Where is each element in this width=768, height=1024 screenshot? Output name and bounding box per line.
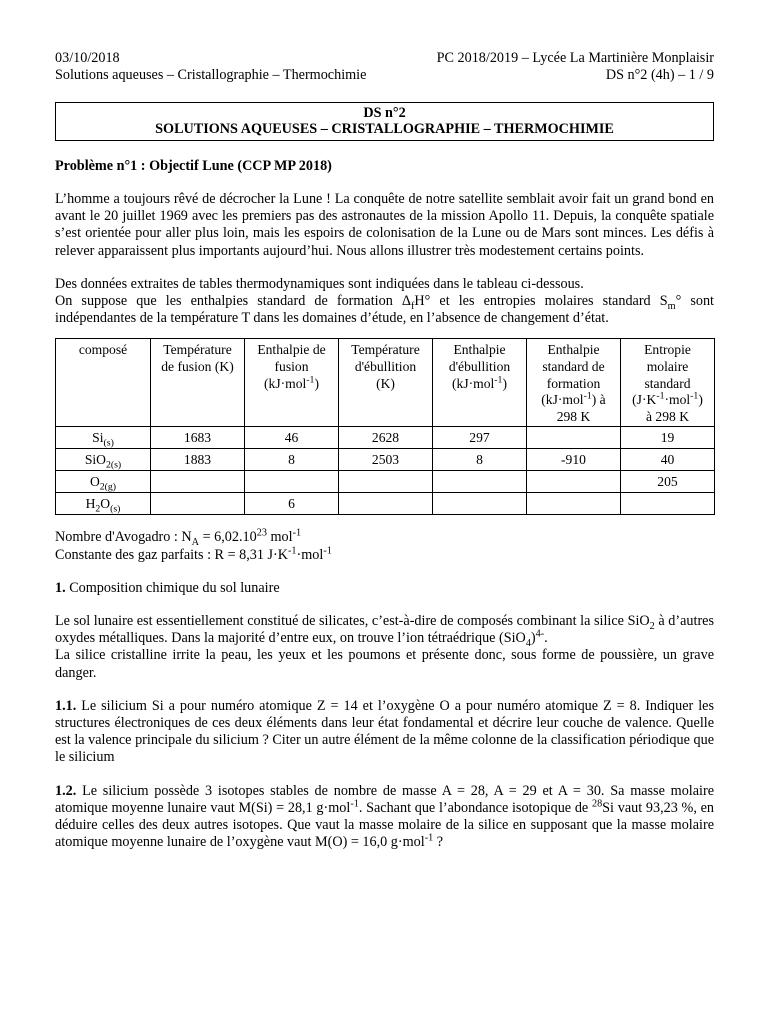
header-class-school: PC 2018/2019 – Lycée La Martinière Monplaisir: [436, 50, 714, 66]
exam-title-box: [55, 102, 714, 141]
cell-boiling-enthalpy: 8: [433, 449, 527, 471]
col-header-formation-enthalpy: Enthalpie standard de formation (kJ·mol$^{-1}$) à 298 K: [527, 339, 621, 427]
table-header-row: [56, 339, 715, 427]
problem-title: Problème n°1 : Objectif Lune (CCP MP 2018): [55, 158, 332, 174]
cell-compound: $O_{2(g)}$: [56, 471, 151, 493]
col-header-compose: composé: [56, 339, 151, 427]
cell-compound: $H_2O_{(s)}$: [56, 493, 151, 515]
header-ds-page: DS n°2 (4h) – 1 / 9: [605, 67, 714, 83]
col-header-boiling-enthalpy: Enthalpie d'ébullition (kJ·mol$^{-1}$): [433, 339, 527, 427]
section1-paragraph1: Le sol lunaire est essentiellement constitué de silicates, c’est-à-dire de composés combinant la silice SiO$_2$ à d’autres oxydes métalliques. Dans la majorité d’entre eux, on trouve l’ion tétraédrique $(SiO_4)^{4-}$.: [55, 613, 714, 650]
data-intro-line1: Des données extraites de tables thermodynamiques sont indiquées dans le tableau ci-dessous.: [55, 275, 584, 292]
cell-formation-enthalpy: [527, 493, 621, 515]
table-row: [56, 427, 715, 449]
cell-boiling-enthalpy: 297: [433, 427, 527, 449]
page-header-row-2: [55, 67, 714, 84]
cell-boiling-temperature: 2628: [339, 427, 433, 449]
header-date: 03/10/2018: [55, 50, 120, 66]
col-header-fusion-temperature: Température de fusion (K): [151, 339, 245, 427]
cell-fusion-enthalpy: 6: [245, 493, 339, 515]
cell-boiling-temperature: 2503: [339, 449, 433, 471]
document-page: [55, 50, 714, 851]
question-1-2: 1.2. Le silicium possède 3 isotopes stables de nombre de masse A = 28, A = 29 et A = 30. Sa masse molaire atomique moyenne lunaire vaut M(Si) = 28,1 g·mol$^{-1}$. Sachant que l’abondance isotopique de $^{28}$Si vaut 93,23 %, en déduire celles des deux autres isotopes. Que vaut la masse molaire de la silice en supposant que la masse molaire atomique moyenne lunaire de l’oxygène vaut M(O) = 16,0 g·mol$^{-1}$ ?: [55, 782, 715, 851]
avogadro-constant: Nombre d'Avogadro : $N_A = 6,02.10^{23}$ mol$^{-1}$: [55, 527, 302, 549]
cell-boiling-temperature: [339, 493, 433, 515]
intro-paragraph: L’homme a toujours rêvé de décrocher la Lune ! La conquête de notre satellite semblait avoir fait un grand bond en avant le 20 juillet 1969 avec les premiers pas des astronautes de la mission Apollo 11. Depuis, la conquête spatiale s’est orientée pour aller plus loin, mais les espoirs de colonisation de la Lune ou de Mars sont minces. Les défis à relever apparaissent plus importants aujourd’hui. Nous allons illustrer très modestement certains points.: [55, 191, 714, 259]
cell-fusion-enthalpy: 8: [245, 449, 339, 471]
cell-boiling-temperature: [339, 471, 433, 493]
cell-boiling-enthalpy: [433, 471, 527, 493]
cell-molar-entropy: 19: [621, 427, 715, 449]
col-header-molar-entropy: Entropie molaire standard $(J\cdot K^{-1}\cdot mol^{-1})$ à 298 K: [621, 339, 715, 427]
cell-fusion-temperature: [151, 471, 245, 493]
cell-fusion-enthalpy: [245, 471, 339, 493]
cell-molar-entropy: 205: [621, 471, 715, 493]
header-subjects: Solutions aqueuses – Cristallographie – Thermochimie: [55, 67, 367, 83]
table-row: [56, 493, 715, 515]
table-row: [56, 449, 715, 471]
exam-title-line2: SOLUTIONS AQUEUSES – CRISTALLOGRAPHIE – THERMOCHIMIE: [155, 121, 614, 137]
col-header-boiling-temperature: Température d'ébullition (K): [339, 339, 433, 427]
cell-compound: $Si_{(s)}$: [56, 427, 151, 449]
cell-fusion-temperature: 1683: [151, 427, 245, 449]
page-header-row-1: [55, 50, 714, 67]
cell-fusion-temperature: 1883: [151, 449, 245, 471]
question-1-1: 1.1. Le silicium Si a pour numéro atomique Z = 14 et l’oxygène O a pour numéro atomique Z = 8. Indiquer les structures électroniques de ces deux éléments dans leur état fondamental et décrire leur couche de valence. Quelle est la valence principale du silicium ? Citer un autre élément de la même colonne de la classification périodique que le silicium: [55, 697, 714, 766]
thermodynamic-data-table: [55, 338, 715, 515]
section1-paragraph2: La silice cristalline irrite la peau, les yeux et les poumons et présente donc, sous forme de poussière, un grave danger.: [55, 647, 714, 681]
data-intro-line2: On suppose que les enthalpies standard de formation $\Delta_fH^\circ$ et les entropies molaires standard $S_m^\circ$ sont indépendantes de la température T dans les domaines d’étude, en l’absence de changement d’état.: [55, 293, 715, 327]
cell-fusion-temperature: [151, 493, 245, 515]
cell-formation-enthalpy: -910: [527, 449, 621, 471]
cell-formation-enthalpy: [527, 471, 621, 493]
exam-title-line1: DS n°2: [363, 105, 406, 121]
table-row: [56, 471, 715, 493]
col-header-fusion-enthalpy: Enthalpie de fusion (kJ·mol$^{-1}$): [245, 339, 339, 427]
section1-heading: 1. Composition chimique du sol lunaire: [55, 579, 280, 596]
cell-molar-entropy: 40: [621, 449, 715, 471]
cell-molar-entropy: [621, 493, 715, 515]
gas-constant: Constante des gaz parfaits : R = 8,31 $J\cdot K^{-1}\cdot mol^{-1}$: [55, 544, 332, 563]
cell-boiling-enthalpy: [433, 493, 527, 515]
cell-formation-enthalpy: [527, 427, 621, 449]
cell-compound: SiO$_{2(s)}$: [56, 449, 151, 471]
cell-fusion-enthalpy: 46: [245, 427, 339, 449]
